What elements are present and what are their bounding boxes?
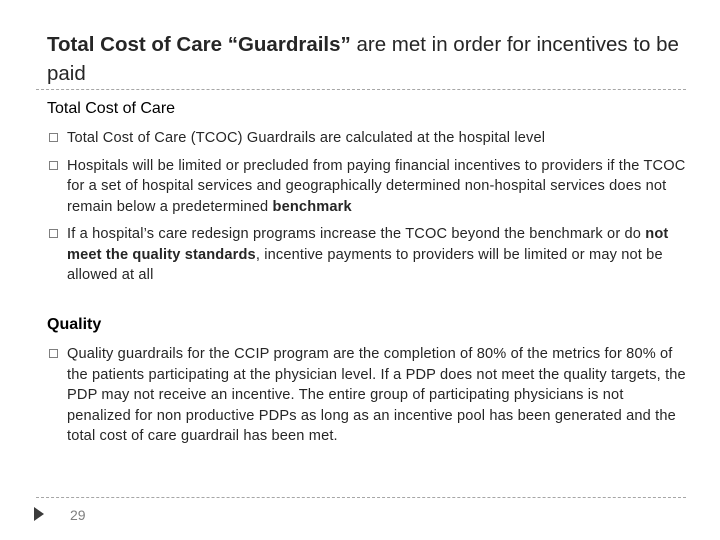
- slide-title-bold: Total Cost of Care “Guardrails”: [47, 33, 351, 56]
- slide-title: [47, 30, 687, 88]
- list-item: [47, 344, 687, 447]
- tcoc-bullet-3-pre: If a hospital’s care redesign programs increase the TCOC beyond the benchmark or do: [67, 226, 646, 242]
- tcoc-bullet-1-text: Total Cost of Care (TCOC) Guardrails are calculated at the hospital level: [67, 130, 546, 146]
- triangle-arrow-icon: [34, 507, 44, 521]
- tcoc-bullet-3-post: , incentive payments to providers will be limited or may not be allowed at all: [67, 246, 663, 283]
- slide-title-rest: are met in order for incentives to be paid: [47, 33, 679, 85]
- tcoc-bullet-2-text: Hospitals will be limited or precluded from paying financial incentives to providers if the TCOC for a set of hospital services and geographically determined non-hospital services does not remain below a predetermined: [67, 157, 686, 215]
- bottom-divider: [36, 497, 686, 498]
- list-item: [47, 156, 687, 218]
- section-heading-quality: Quality: [47, 316, 102, 333]
- section-heading-tcoc: Total Cost of Care: [47, 100, 176, 117]
- list-item: [47, 128, 687, 149]
- tcoc-bullet-2-bold: benchmark: [272, 198, 352, 215]
- square-bullet-icon: [49, 349, 58, 358]
- page-number: 29: [70, 507, 86, 523]
- quality-bullet-list: [47, 344, 687, 447]
- tcoc-bullet-3-bold: not meet the quality standards: [67, 226, 669, 263]
- list-item: [47, 224, 687, 286]
- square-bullet-icon: [49, 161, 58, 170]
- tcoc-bullet-list: [47, 128, 687, 286]
- square-bullet-icon: [49, 229, 58, 238]
- quality-bullet-1-text: Quality guardrails for the CCIP program are the completion of 80% of the metrics for 80% of the patients participating at the physician level. If a PDP does not meet the quality targets, the PDP may not receive an incentive. The entire group of participating physicians is not penalized for non productive PDPs as long as an incentive pool has been generated and the total cost of care guardrail has been met.: [67, 346, 686, 444]
- top-divider: [36, 89, 686, 90]
- square-bullet-icon: [49, 133, 58, 142]
